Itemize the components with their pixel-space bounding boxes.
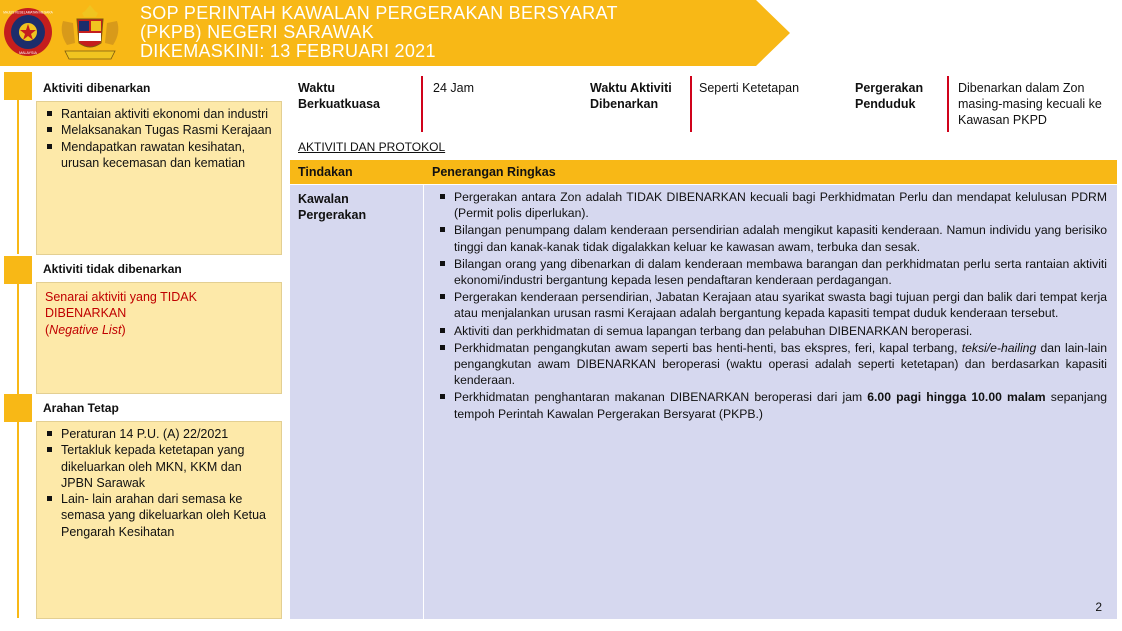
allowed-box [36, 101, 282, 255]
waktu-value: 24 Jam [433, 81, 474, 95]
allowed-item: Mendapatkan rawatan kesihatan, urusan kecemasan dan kematian [45, 139, 273, 172]
item7-post: sepanjang tempoh Perintah Kawalan Pergerakan Bersyarat (PKPB.) [454, 390, 1108, 421]
item7-pre: Perkhidmatan penghantaran makanan DIBENARKAN beroperasi dari jam [454, 390, 868, 405]
title-line-1: SOP PERINTAH KAWALAN PERGERAKAN BERSYARAT [140, 3, 618, 23]
description-item [438, 389, 1107, 421]
section-connector-3 [17, 422, 19, 618]
negative-list-label: Senarai aktiviti yang TIDAK DIBENARKAN [45, 290, 197, 321]
item7-bold: 6.00 pagi hingga 10.00 malam [867, 390, 1046, 405]
standing-order-item: Lain- lain arahan dari semasa ke semasa yang dikeluarkan oleh Ketua Pengarah Kesihatan [45, 491, 273, 540]
item6-italic: teksi/e-hailing [961, 340, 1037, 355]
title-line-3: DIKEMASKINI: 13 FEBRUARI 2021 [140, 41, 436, 61]
waktu-label: Waktu Berkuatkuasa [298, 81, 380, 111]
description-item: Pergerakan kenderaan persendirian, Jabatan Kerajaan atau syarikat swasta bagi tujuan pergi dan balik dari tempat kerja atau menjalankan urusan rasmi Kerajaan adalah bergantung kepada kapasiti tempat duduk kenderaan tersebut. [438, 289, 1107, 321]
divider-1 [421, 76, 423, 132]
section-marker-allowed [4, 72, 32, 100]
section-connector-2 [17, 284, 19, 394]
standing-order-item: Peraturan 14 P.U. (A) 22/2021 [45, 426, 273, 442]
description-item: Aktiviti dan perkhidmatan di semua lapangan terbang dan pelabuhan DIBENARKAN beroperasi. [438, 323, 1107, 339]
description-cell [424, 185, 1117, 619]
paren-open: ( [45, 322, 50, 337]
row-label-cell [290, 185, 423, 619]
standing-order-item: Tertakluk kepada ketetapan yang dikeluarkan oleh MKN, KKM dan JPBN Sarawak [45, 442, 273, 491]
negative-list-text [45, 287, 273, 338]
negative-list-italic: Negative List [49, 322, 122, 337]
mkn-logo-text: MAJLIS KESELAMATAN NEGARA [3, 10, 53, 15]
page-number: 2 [1095, 600, 1102, 614]
header-penerangan: Penerangan Ringkas [432, 165, 556, 179]
section-marker-not-allowed [4, 256, 32, 284]
protocol-heading: AKTIVITI DAN PROTOKOL [298, 140, 446, 154]
allowed-title: Aktiviti dibenarkan [36, 76, 282, 100]
aktiviti-value: Seperti Ketetapan [699, 81, 800, 95]
not-allowed-title: Aktiviti tidak dibenarkan [36, 257, 282, 281]
paren-close: ) [121, 322, 126, 337]
pergerakan-value: Dibenarkan dalam Zon masing-masing kecuali ke Kawasan PKPD [958, 81, 1102, 127]
not-allowed-box [36, 282, 282, 394]
description-item: Bilangan penumpang dalam kenderaan persendirian adalah mengikut kapasiti kenderaan. Namun individu yang berisiko tinggi dan kanak-kanak tidak digalakkan keluar ke kawasan awam, terbuka dan sesak. [438, 222, 1107, 254]
coat-of-arms-logo [55, 3, 125, 63]
description-item: Pergerakan antara Zon adalah TIDAK DIBENARKAN kecuali bagi Perkhidmatan Perlu dan mendapat kelulusan PDRM (Permit polis diperlukan). [438, 189, 1107, 221]
title-line-2: (PKPB) NEGERI SARAWAK [140, 22, 375, 42]
description-item [438, 340, 1107, 389]
standing-orders-box [36, 421, 282, 619]
standing-orders-title: Arahan Tetap [36, 396, 282, 420]
description-item: Bilangan orang yang dibenarkan di dalam kenderaan membawa barangan dan perkhidmatan perlu serta rantaian aktiviti ekonomi/industri bergantung kepada lesen pendaftaran kenderaan perdagangan. [438, 256, 1107, 288]
item6-pre: Perkhidmatan pengangkutan awam seperti bas henti-henti, bas ekspres, feri, kapal terbang, [454, 340, 962, 355]
pergerakan-label: Pergerakan Penduduk [855, 81, 924, 111]
allowed-item: Rantaian aktiviti ekonomi dan industri [45, 106, 273, 122]
header-tindakan: Tindakan [298, 165, 353, 179]
banner-title [140, 4, 760, 61]
mkn-logo-subtext: MALAYSIA [19, 51, 37, 55]
aktiviti-label: Waktu Aktiviti Dibenarkan [590, 81, 672, 111]
mkn-logo [3, 7, 53, 57]
section-marker-standing [4, 394, 32, 422]
divider-2 [690, 76, 692, 132]
section-connector-1 [17, 100, 19, 254]
table-header [290, 160, 1117, 184]
allowed-item: Melaksanakan Tugas Rasmi Kerajaan [45, 122, 273, 138]
row-label: Kawalan Pergerakan [298, 192, 367, 222]
divider-3 [947, 76, 949, 132]
item6-post: dan lain-lain pengangkutan awam DIBENARKAN beroperasi (waktu operasi adalah seperti ketetapan) dan berdasarkan kapasiti kenderaan. [454, 340, 1107, 388]
